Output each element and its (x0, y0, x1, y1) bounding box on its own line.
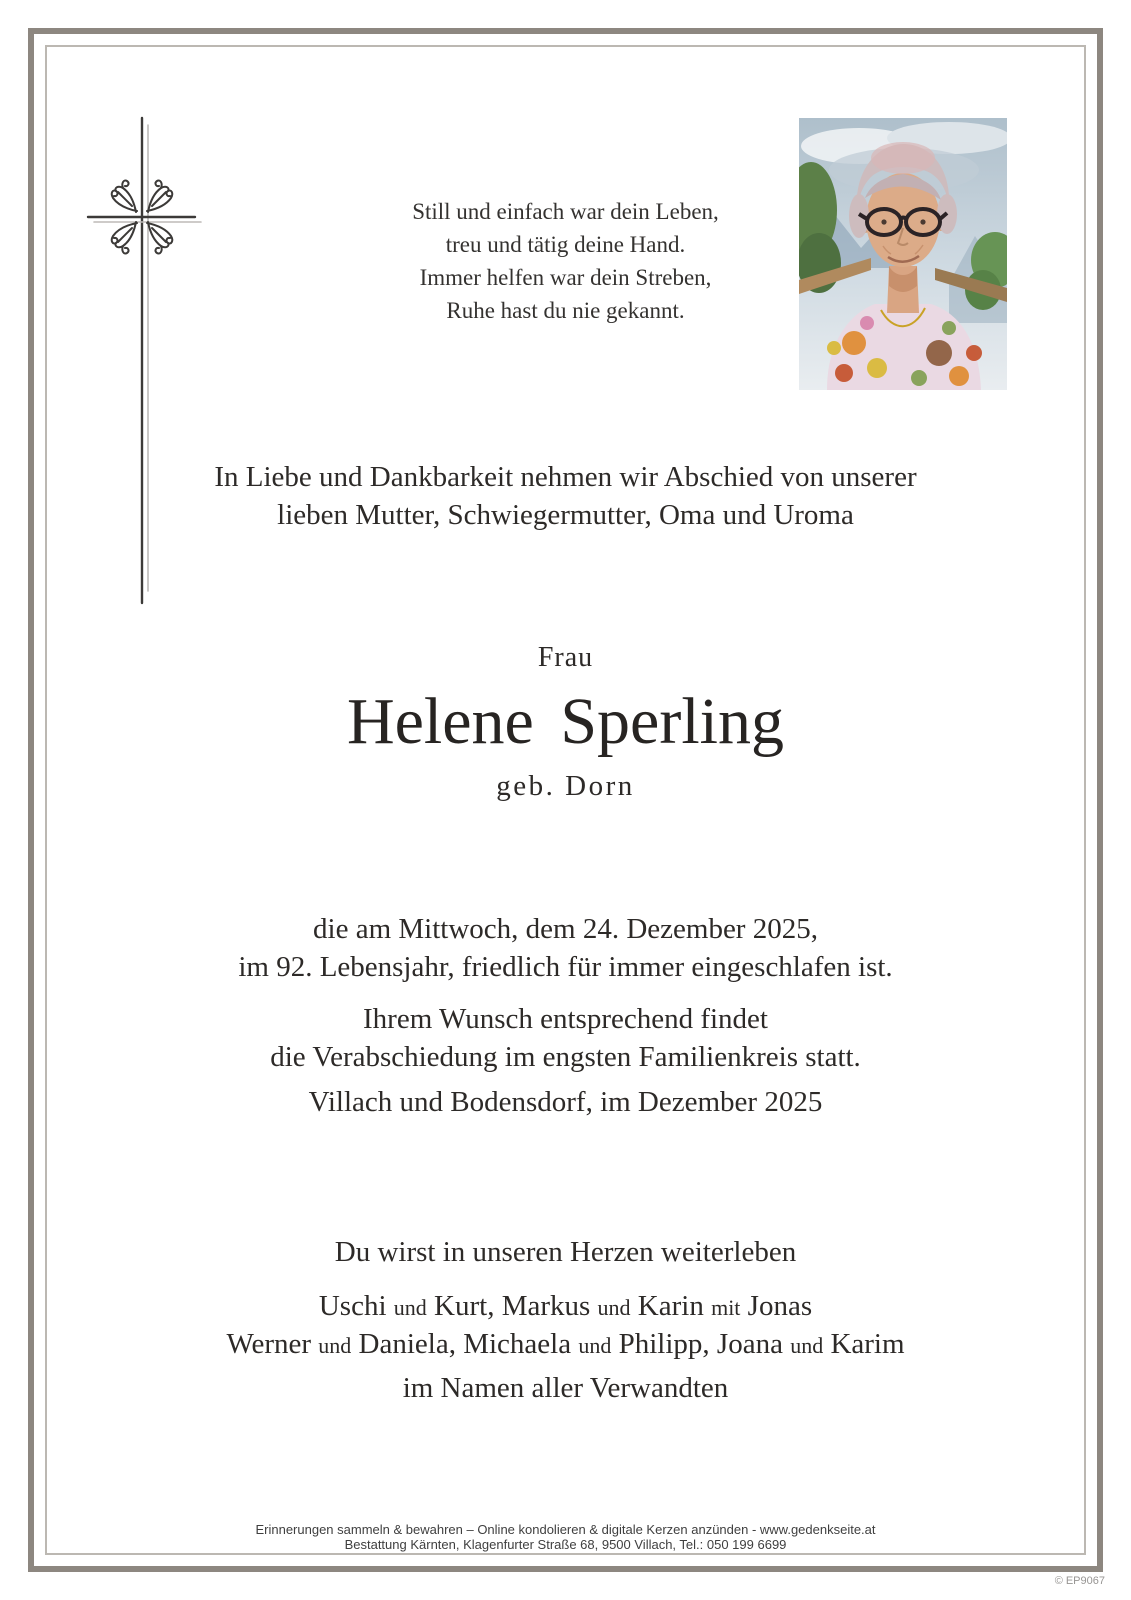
place-and-date: Villach und Bodensdorf, im Dezember 2025 (308, 1086, 823, 1118)
family-line-2 (0, 1326, 1131, 1364)
family-member-name: Jonas (747, 1290, 813, 1322)
poem-line: Immer helfen war dein Streben, (419, 265, 712, 290)
poem-line: Still und einfach war dein Leben, (412, 199, 719, 224)
print-code: © EP9067 (1054, 1575, 1105, 1587)
closing-line: im Namen aller Verwandten (402, 1372, 729, 1404)
death-line-1: die am Mittwoch, dem 24. Dezember 2025, (313, 913, 818, 945)
death-details (0, 910, 1131, 986)
family-member-name: und (318, 1333, 352, 1358)
intro-line-1: In Liebe und Dankbarkeit nehmen wir Abschied von unserer (214, 461, 917, 493)
intro-line-2: lieben Mutter, Schwiegermutter, Oma und Uroma (277, 499, 854, 531)
funeral-wish (0, 1000, 1131, 1076)
salutation: Frau (537, 642, 594, 673)
family-member-name: Werner (226, 1328, 312, 1360)
family-member-name: und (578, 1333, 612, 1358)
family-member-name: Kurt, Markus (434, 1290, 591, 1322)
family-member-name: Philipp, Joana (618, 1328, 783, 1360)
family-member-name: und (790, 1333, 824, 1358)
wish-line-1: Ihrem Wunsch entsprechend findet (363, 1003, 768, 1035)
family-member-name: Karim (830, 1328, 905, 1360)
farewell-heading: Du wirst in unseren Herzen weiterleben (334, 1236, 797, 1268)
death-line-2: im 92. Lebensjahr, friedlich für immer eingeschlafen ist. (238, 951, 893, 983)
maiden-name: geb. Dorn (496, 770, 635, 802)
footer-gedenkseite-line: Erinnerungen sammeln & bewahren – Online kondolieren & digitale Kerzen anzünden - www.gedenkseite.at (255, 1522, 876, 1537)
memorial-poem (0, 195, 1131, 327)
family-member-name: und (393, 1295, 427, 1320)
deceased-name: Helene Sperling (346, 685, 785, 758)
wish-line-2: die Verabschiedung im engsten Familienkreis statt. (270, 1041, 861, 1073)
family-member-name: und (597, 1295, 631, 1320)
family-member-name: Daniela, Michaela (358, 1328, 572, 1360)
poem-line: treu und tätig deine Hand. (445, 232, 686, 257)
poem-line: Ruhe hast du nie gekannt. (446, 298, 685, 323)
farewell-intro (0, 458, 1131, 534)
family-member-name: Karin (637, 1290, 704, 1322)
footer (0, 1522, 1131, 1552)
family-line-1 (0, 1288, 1131, 1326)
family-names (0, 1288, 1131, 1364)
footer-bestattung-line: Bestattung Kärnten, Klagenfurter Straße 68, 9500 Villach, Tel.: 050 199 6699 (344, 1537, 787, 1552)
family-member-name: Uschi (318, 1290, 387, 1322)
family-member-name: mit (711, 1295, 741, 1320)
